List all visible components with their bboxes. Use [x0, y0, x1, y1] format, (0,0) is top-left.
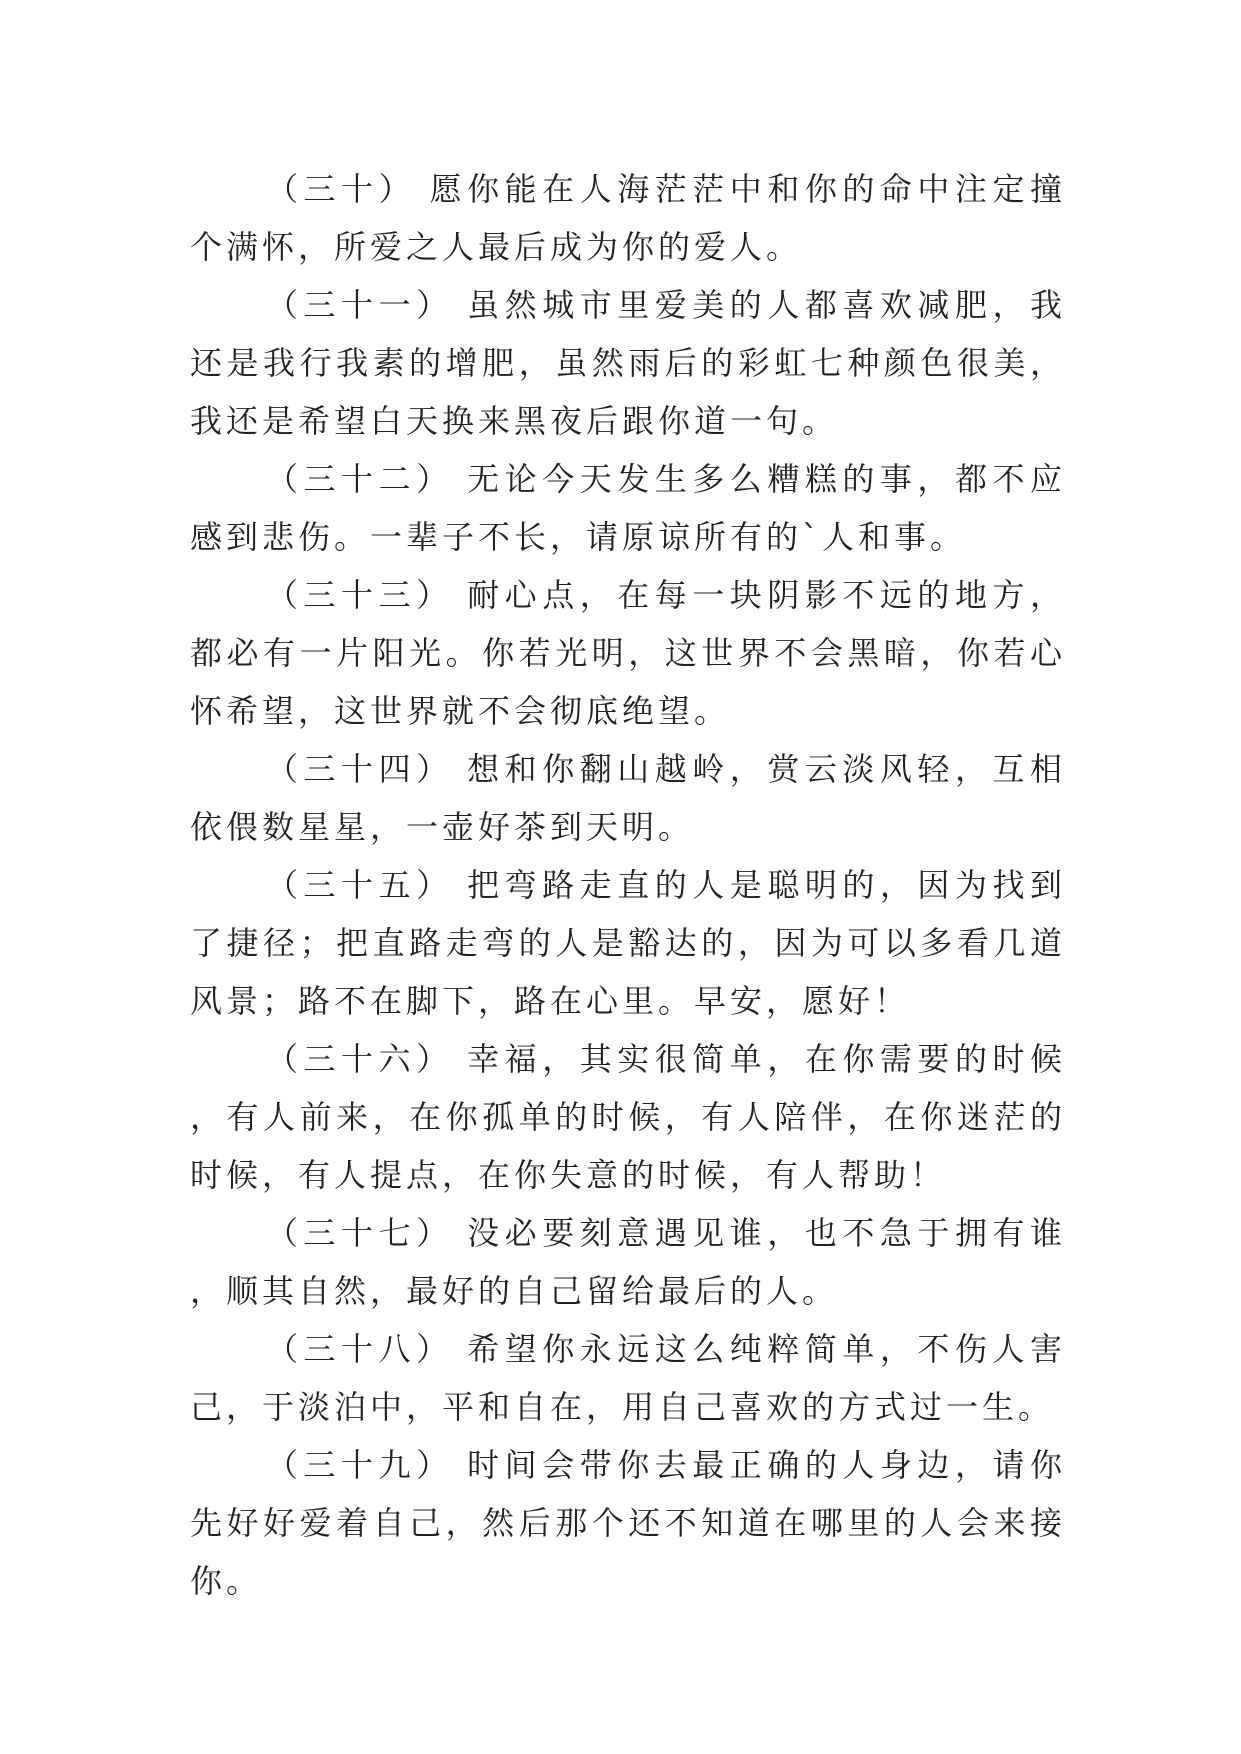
paragraph-text: 时间会带你去最正确的人身边，请你先好好爱着自己，然后那个还不知道在哪里的人会来接你。	[190, 1446, 1066, 1600]
paragraph-30	[190, 160, 1066, 276]
paragraph-37	[190, 1204, 1066, 1320]
paragraph-35	[190, 856, 1066, 1030]
paragraph-36	[190, 1030, 1066, 1204]
paragraph-31	[190, 276, 1066, 450]
paragraph-number: （三十一）	[266, 286, 454, 324]
paragraph-32	[190, 450, 1066, 566]
paragraph-number: （三十）	[266, 170, 417, 208]
paragraph-text: 没必要刻意遇见谁，也不急于拥有谁，顺其自然，最好的自己留给最后的人。	[190, 1214, 1066, 1310]
paragraph-number: （三十二）	[266, 460, 454, 498]
paragraph-text: 把弯路走直的人是聪明的，因为找到了捷径；把直路走弯的人是豁达的，因为可以多看几道风景；路不在脚下，路在心里。早安，愿好！	[190, 866, 1066, 1020]
paragraph-38	[190, 1320, 1066, 1436]
paragraph-text: 希望你永远这么纯粹简单，不伤人害己，于淡泊中，平和自在，用自己喜欢的方式过一生。	[190, 1330, 1066, 1426]
paragraph-number: （三十七）	[266, 1214, 454, 1252]
paragraph-34	[190, 740, 1066, 856]
paragraph-text: 愿你能在人海茫茫中和你的命中注定撞个满怀，所爱之人最后成为你的爱人。	[190, 170, 1066, 266]
paragraph-number: （三十六）	[266, 1040, 454, 1078]
document-body	[190, 160, 1066, 1610]
paragraph-text: 耐心点，在每一块阴影不远的地方，都必有一片阳光。你若光明，这世界不会黑暗，你若心怀希望，这世界就不会彻底绝望。	[190, 576, 1066, 730]
paragraph-text: 虽然城市里爱美的人都喜欢减肥，我还是我行我素的增肥，虽然雨后的彩虹七种颜色很美，我还是希望白天换来黑夜后跟你道一句。	[190, 286, 1066, 440]
paragraph-number: （三十八）	[266, 1330, 454, 1368]
paragraph-text: 无论今天发生多么糟糕的事，都不应感到悲伤。一辈子不长，请原谅所有的`人和事。	[190, 460, 1066, 556]
paragraph-number: （三十五）	[266, 866, 454, 904]
paragraph-text: 幸福，其实很简单，在你需要的时候，有人前来，在你孤单的时候，有人陪伴，在你迷茫的时候，有人提点，在你失意的时候，有人帮助！	[190, 1040, 1066, 1194]
paragraph-text: 想和你翻山越岭，赏云淡风轻，互相依偎数星星，一壶好茶到天明。	[190, 750, 1066, 846]
paragraph-number: （三十四）	[266, 750, 454, 788]
paragraph-number: （三十九）	[266, 1446, 454, 1484]
paragraph-33	[190, 566, 1066, 740]
paragraph-number: （三十三）	[266, 576, 454, 614]
paragraph-39	[190, 1436, 1066, 1610]
